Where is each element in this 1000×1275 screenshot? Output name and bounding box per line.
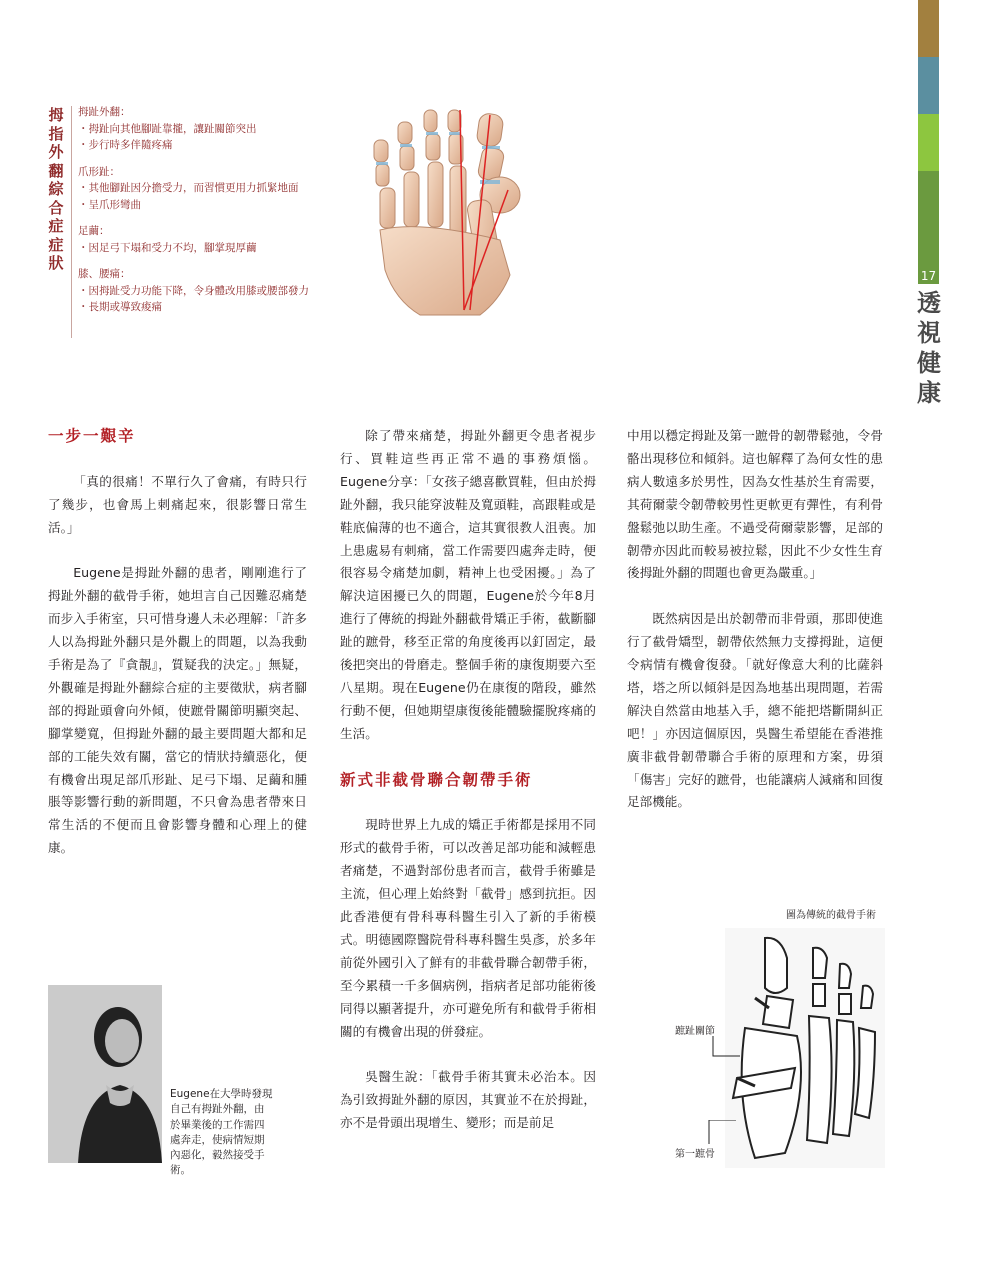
article-column-2 xyxy=(340,425,596,1135)
symptom-group-callus: 足繭： ・因足弓下塌和受力不均，腳掌現厚繭 xyxy=(78,225,257,254)
section-title: 透 視 健 康 xyxy=(917,288,941,407)
symptom-group-bunion: 拇趾外翻： ・拇趾向其他腳趾靠攏，讓趾關節突出 ・步行時多伴隨疼痛 xyxy=(78,106,257,151)
label-metatarsal: 第一蹠骨 xyxy=(675,1149,715,1160)
paragraph: 中用以穩定拇趾及第一蹠骨的韌帶鬆弛，令骨骼出現移位和傾斜。這也解釋了為何女性的患病人數遠多於男性，因為女性基於生育需要，其荷爾蒙令韌帶較男性更軟更有彈性，有利骨盤鬆弛以助生產。不過受荷爾蒙影響，足部的韌帶亦因此而較易被拉鬆，因此不少女性生育後拇趾外翻的問題也會更為嚴重。」 xyxy=(627,428,883,581)
page-number: 17 xyxy=(918,268,939,284)
portrait-image xyxy=(48,985,162,1163)
symptom-group-pain: 膝、腰痛： ・因拇趾受力功能下降，令身體改用膝或腰部發力 ・長期或導致痠痛 xyxy=(78,268,309,313)
symptom-box-divider xyxy=(71,106,72,338)
paragraph: 「真的很痛！不單行久了會痛，有時只行了幾步，也會馬上刺痛起來，很影響日常生活。」 xyxy=(48,473,307,535)
article-column-3 xyxy=(627,425,883,814)
paragraph: Eugene是拇趾外翻的患者，剛剛進行了拇趾外翻的截骨手術，她坦言自己因難忍痛楚而步入手術室，只可惜身邊人未必理解：「許多人以為拇趾外翻只是外觀上的問題，以為我動手術是為了『貪靚』，質疑我的決定。」無疑，外觀確是拇趾外翻綜合症的主要徵狀，病者腳部的拇趾頭會向外傾，使蹠骨關節明顯突起、腳掌變寬，但拇趾外翻的最主要問題大都和足部的工能失效有關，當它的情狀持續惡化，便有機會出現足部爪形趾、足弓下塌、足繭和腫脹等影響行動的新問題，不只會為患者帶來日常生活的不便而且會影響身體和心理上的健康。 xyxy=(48,565,307,856)
color-tab-lightgreen xyxy=(918,114,939,171)
osteotomy-diagram xyxy=(725,928,885,1168)
eugene-photo xyxy=(48,985,162,1163)
symptom-list xyxy=(78,104,348,326)
color-tab-brown xyxy=(918,0,939,57)
heading-new-surgery: 新式非截骨聯合韌帶手術 xyxy=(340,770,533,789)
paragraph: 除了帶來痛楚，拇趾外翻更令患者視步行、買鞋這些再正常不過的事務煩惱。Eugene分享：「女孩子總喜歡買鞋，但由於拇趾外翻，我只能穿波鞋及寬頭鞋，高跟鞋或是鞋底偏薄的也不適合，這其實很教人沮喪。加上患處易有刺痛，當工作需要四處奔走時，便很容易令痛楚加劇，精神上也受困擾。」為了解決這困擾已久的問題，Eugene於今年8月進行了傳統的拇趾外翻截骨矯正手術，截斷腳趾的蹠骨，移至正常的角度後再以釘固定，最後把突出的骨磨走。整個手術的康復期要六至八星期。現在Eugene仍在康復的階段，雖然行動不便，但她期望康復後能體驗擺脫疼痛的生活。 xyxy=(340,428,596,741)
color-tab-blue xyxy=(918,57,939,114)
joint-pointer-line xyxy=(712,1036,742,1058)
symptom-group-clawtoe: 爪形趾： ・其他腳趾因分擔受力，而習慣更用力抓緊地面 ・呈爪形彎曲 xyxy=(78,165,299,211)
photo-caption: Eugene在大學時發現自己有拇趾外翻，由於畢業後的工作需四處奔走，使病情短期內惡化，毅然接受手術。 xyxy=(170,1088,273,1177)
label-joint: 蹠趾關節 xyxy=(675,1026,715,1037)
article-column-1 xyxy=(48,425,307,860)
foot-skeleton-illustration xyxy=(360,100,570,335)
symptom-box-title: 拇 指 外 翻 綜 合 症 症 狀 xyxy=(48,106,64,272)
paragraph: 現時世界上九成的矯正手術都是採用不同形式的截骨手術，可以改善足部功能和減輕患者痛楚，不過對部份患者而言，截骨手術雖是主流，但心理上始終對「截骨」感到抗拒。因此香港便有骨科專科醫生引入了新的手術模式。明德國際醫院骨科專科醫生吳彥，於多年前從外國引入了鮮有的非截骨聯合韌帶手術，至今累積一千多個病例，指病者足部功能術後同得以顯著提升，亦可避免所有和截骨手術相關的有機會出現的併發症。 xyxy=(340,817,596,1039)
paragraph: 既然病因是出於韌帶而非骨頭，那即使進行了截骨矯型，韌帶依然無力支撐拇趾，這便令病情有機會復發。「就好像意大利的比薩斜塔，塔之所以傾斜是因為地基出現問題，若需解決自然當由地基入手，總不能把塔斷開糾正吧！」亦因這個原因，吳醫生希望能在香港推廣非截骨韌帶聯合手術的原理和方案，毋須「傷害」完好的蹠骨，也能讓病人減痛和回復足部機能。 xyxy=(627,611,883,810)
metatarsal-pointer-line xyxy=(708,1120,738,1146)
diagram-caption: 圖為傳統的截骨手術 xyxy=(786,910,876,921)
paragraph: 吳醫生說：「截骨手術其實未必治本。因為引致拇趾外翻的原因，其實並不在於拇趾，亦不是骨頭出現增生、變形；而是前足 xyxy=(340,1069,596,1131)
heading-one-step: 一步一艱辛 xyxy=(48,427,136,445)
color-tab-green xyxy=(918,171,939,268)
